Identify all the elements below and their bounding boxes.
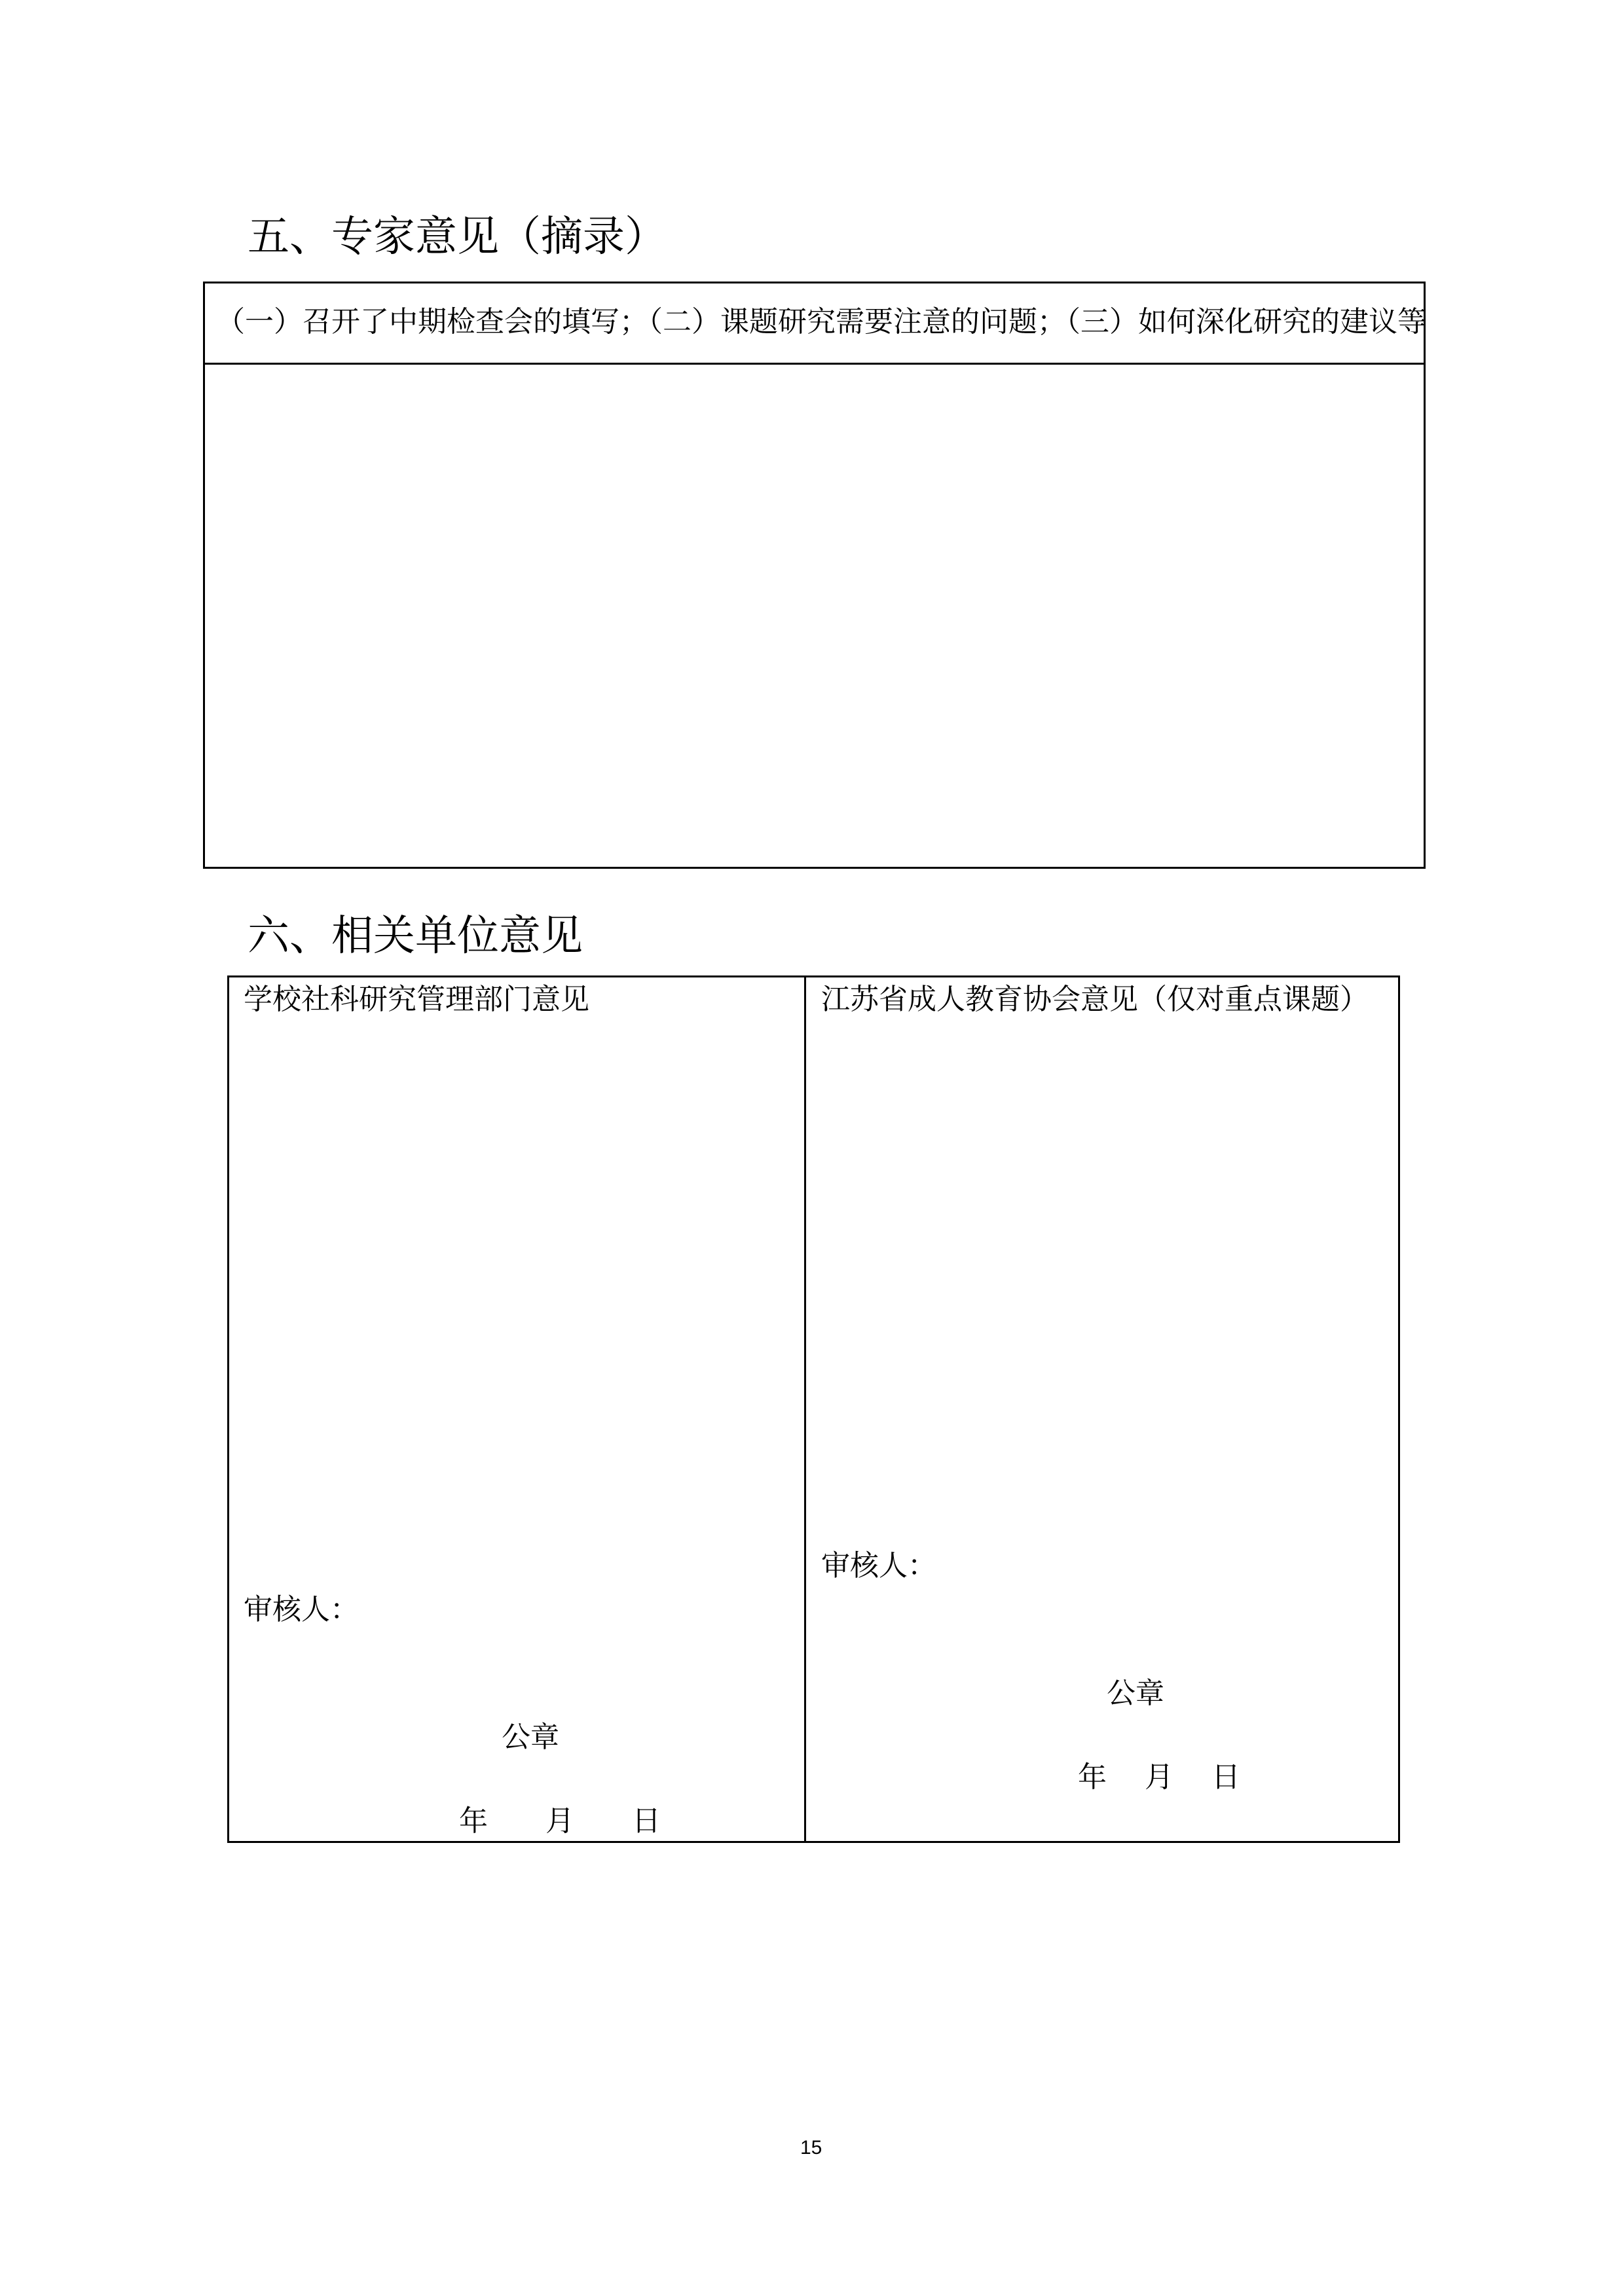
province-date-label: 年 月 日 (1078, 1760, 1240, 1794)
page-number: 15 (800, 2137, 822, 2159)
section6-title: 六、相关单位意见 (248, 912, 583, 960)
section5-title: 五、专家意见（摘录） (248, 213, 667, 261)
province-seal-label: 公章 (1107, 1677, 1164, 1710)
school-date-label: 年 月 日 (459, 1804, 661, 1838)
province-assoc-opinion-header: 江苏省成人教育协会意见（仅对重点课题） (821, 983, 1369, 1016)
school-reviewer-label: 审核人： (244, 1593, 359, 1626)
school-dept-opinion-header: 学校社科研究管理部门意见 (244, 983, 589, 1016)
expert-opinion-field[interactable] (205, 365, 1424, 867)
province-reviewer-label: 审核人： (821, 1549, 936, 1582)
school-seal-label: 公章 (502, 1721, 559, 1754)
expert-opinion-instruction: （一）召开了中期检查会的填写；（二）课题研究需要注意的问题；（三）如何深化研究的建议等 (216, 305, 1426, 338)
school-dept-opinion-field[interactable] (231, 1021, 800, 1578)
province-assoc-opinion-field[interactable] (809, 1021, 1395, 1545)
table-column-divider (804, 975, 806, 1843)
